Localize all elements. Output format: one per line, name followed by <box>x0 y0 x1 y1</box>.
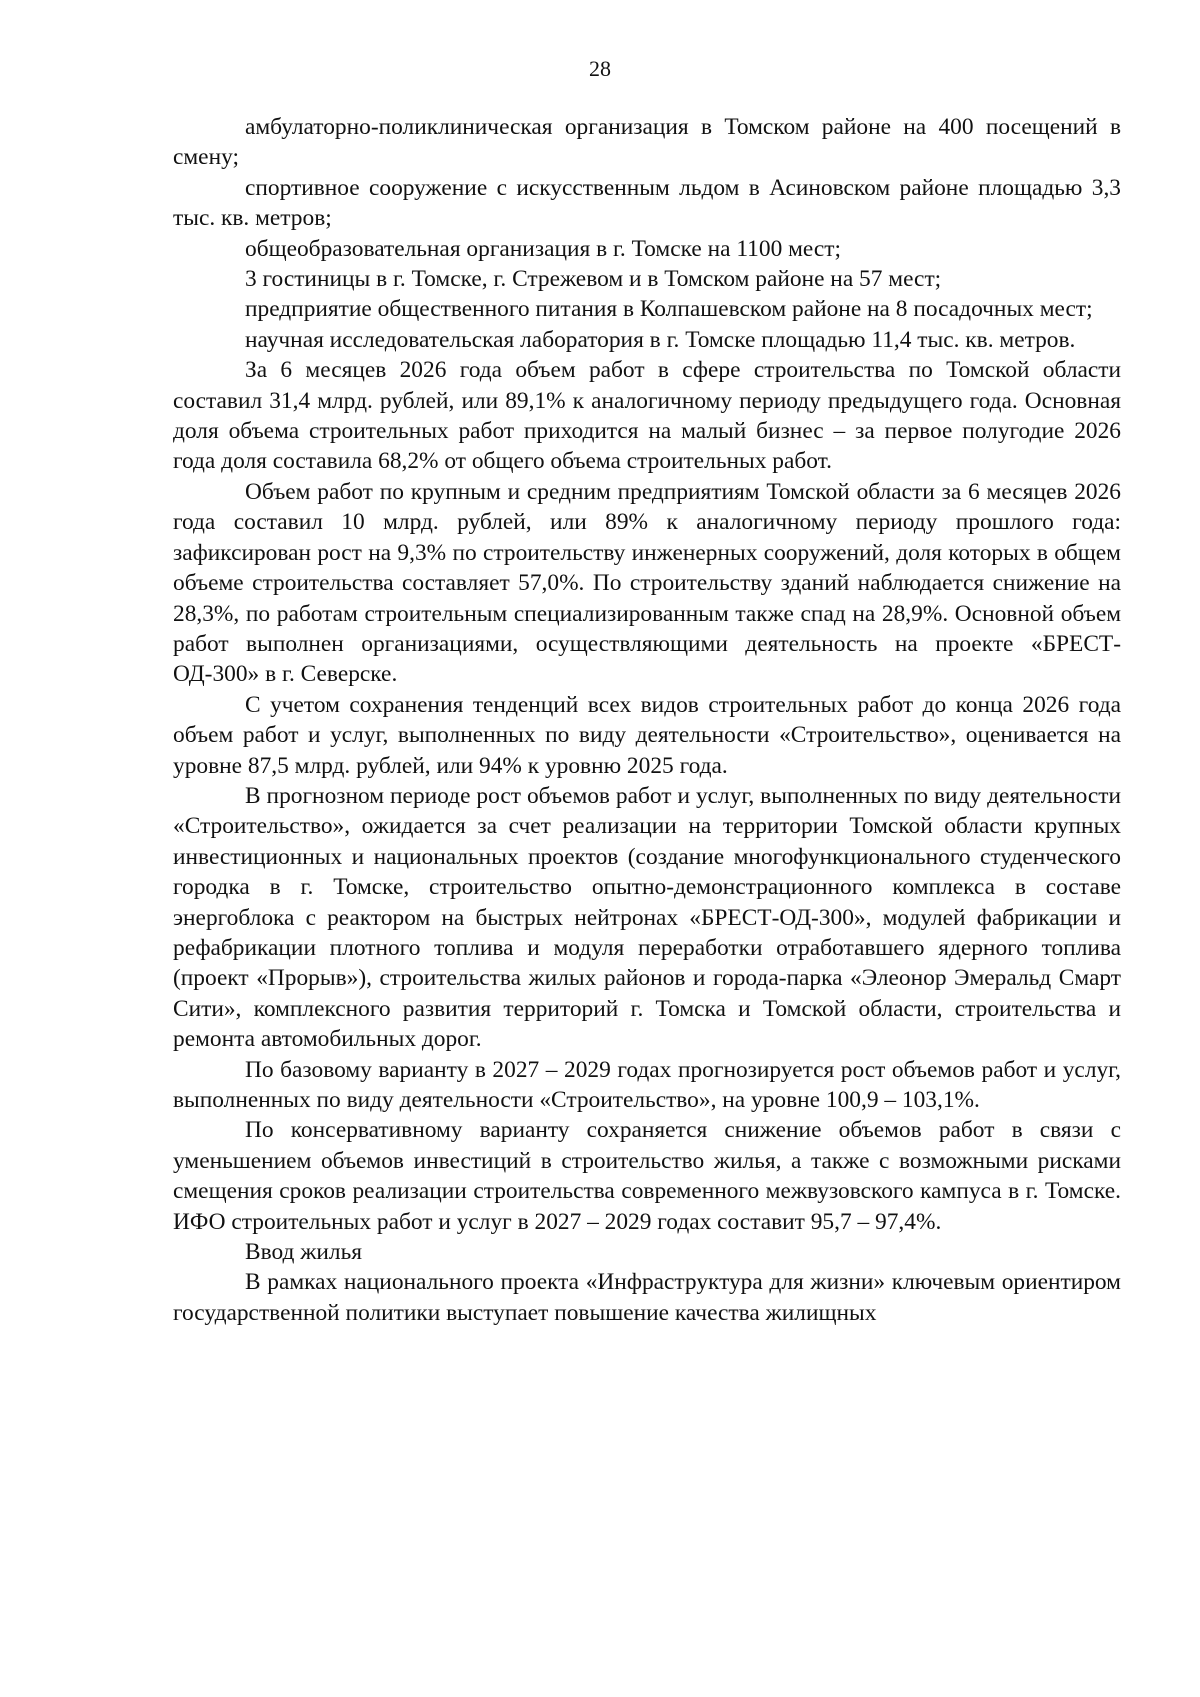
list-item: спортивное сооружение с искусственным льдом в Асиновском районе площадью 3,3 тыс. кв. метров; <box>173 174 1121 232</box>
paragraph: По базовому варианту в 2027 – 2029 годах прогнозируется рост объемов работ и услуг, выполненных по виду деятельности «Строительство», на уровне 100,9 – 103,1%. <box>173 1056 1121 1113</box>
list-item: общеобразовательная организация в г. Томске на 1100 мест; <box>245 235 841 262</box>
list-item: научная исследовательская лаборатория в г. Томске площадью 11,4 тыс. кв. метров. <box>245 326 1076 353</box>
paragraph: По консервативному варианту сохраняется снижение объемов работ в связи с уменьшением объемов инвестиций в строительство жилья, а также с возможными рисками смещения сроков реализации строительства современного межвузовского кампуса в г. Томске. ИФО строительных работ и услуг в 2027 – 2029 годах составит 95,7 – 97,4%. <box>173 1117 1121 1235</box>
list-item: амбулаторно-поликлиническая организация в Томском районе на 400 посещений в смену; <box>173 114 1121 171</box>
list-item: 3 гостиницы в г. Томске, г. Стрежевом и в Томском районе на 57 мест; <box>245 266 942 293</box>
paragraph: С учетом сохранения тенденций всех видов строительных работ до конца 2026 года объем работ и услуг, выполненных по виду деятельности «Строительство», оценивается на уровне 87,5 млрд. рублей, или 94% к уровню 2025 года. <box>173 691 1121 779</box>
section-heading: Ввод жилья <box>245 1239 363 1266</box>
paragraph: В рамках национального проекта «Инфраструктура для жизни» ключевым ориентиром государственной политики выступает повышение качества жилищных <box>173 1269 1121 1326</box>
document-body <box>173 112 1121 1328</box>
paragraph: За 6 месяцев 2026 года объем работ в сфере строительства по Томской области составил 31,4 млрд. рублей, или 89,1% к аналогичному периоду предыдущего года. Основная доля объема строительных работ приходится на малый бизнес – за первое полугодие 2026 года доля составила 68,2% от общего объема строительных работ. <box>173 357 1121 475</box>
paragraph: В прогнозном периоде рост объемов работ и услуг, выполненных по виду деятельности «Строительство», ожидается за счет реализации на территории Томской области крупных инвестиционных и национальных проектов (создание многофункционального студенческого городка в г. Томске, строительство опытно-демонстрационного комплекса в составе энергоблока с реактором на быстрых нейтронах «БРЕСТ-ОД-300», модулей фабрикации и рефабрикации плотного топлива и модуля переработки отработавшего ядерного топлива (проект «Прорыв»), строительства жилых районов и города-парка «Элеонор Эмеральд Смарт Сити», комплексного развития территорий г. Томска и Томской области, строительства и ремонта автомобильных дорог. <box>173 782 1121 1053</box>
page-number: 28 <box>589 56 611 81</box>
list-item: предприятие общественного питания в Колпашевском районе на 8 посадочных мест; <box>245 296 1093 323</box>
paragraph: Объем работ по крупным и средним предприятиям Томской области за 6 месяцев 2026 года составил 10 млрд. рублей, или 89% к аналогичному периоду прошлого года: зафиксирован рост на 9,3% по строительству инженерных сооружений, доля которых в общем объеме строительства составляет 57,0%. По строительству зданий наблюдается снижение на 28,3%, по работам строительным специализированным также спад на 28,9%. Основной объем работ выполнен организациями, осуществляющими деятельность на проекте «БРЕСТ-ОД-300» в г. Северске. <box>173 478 1121 688</box>
